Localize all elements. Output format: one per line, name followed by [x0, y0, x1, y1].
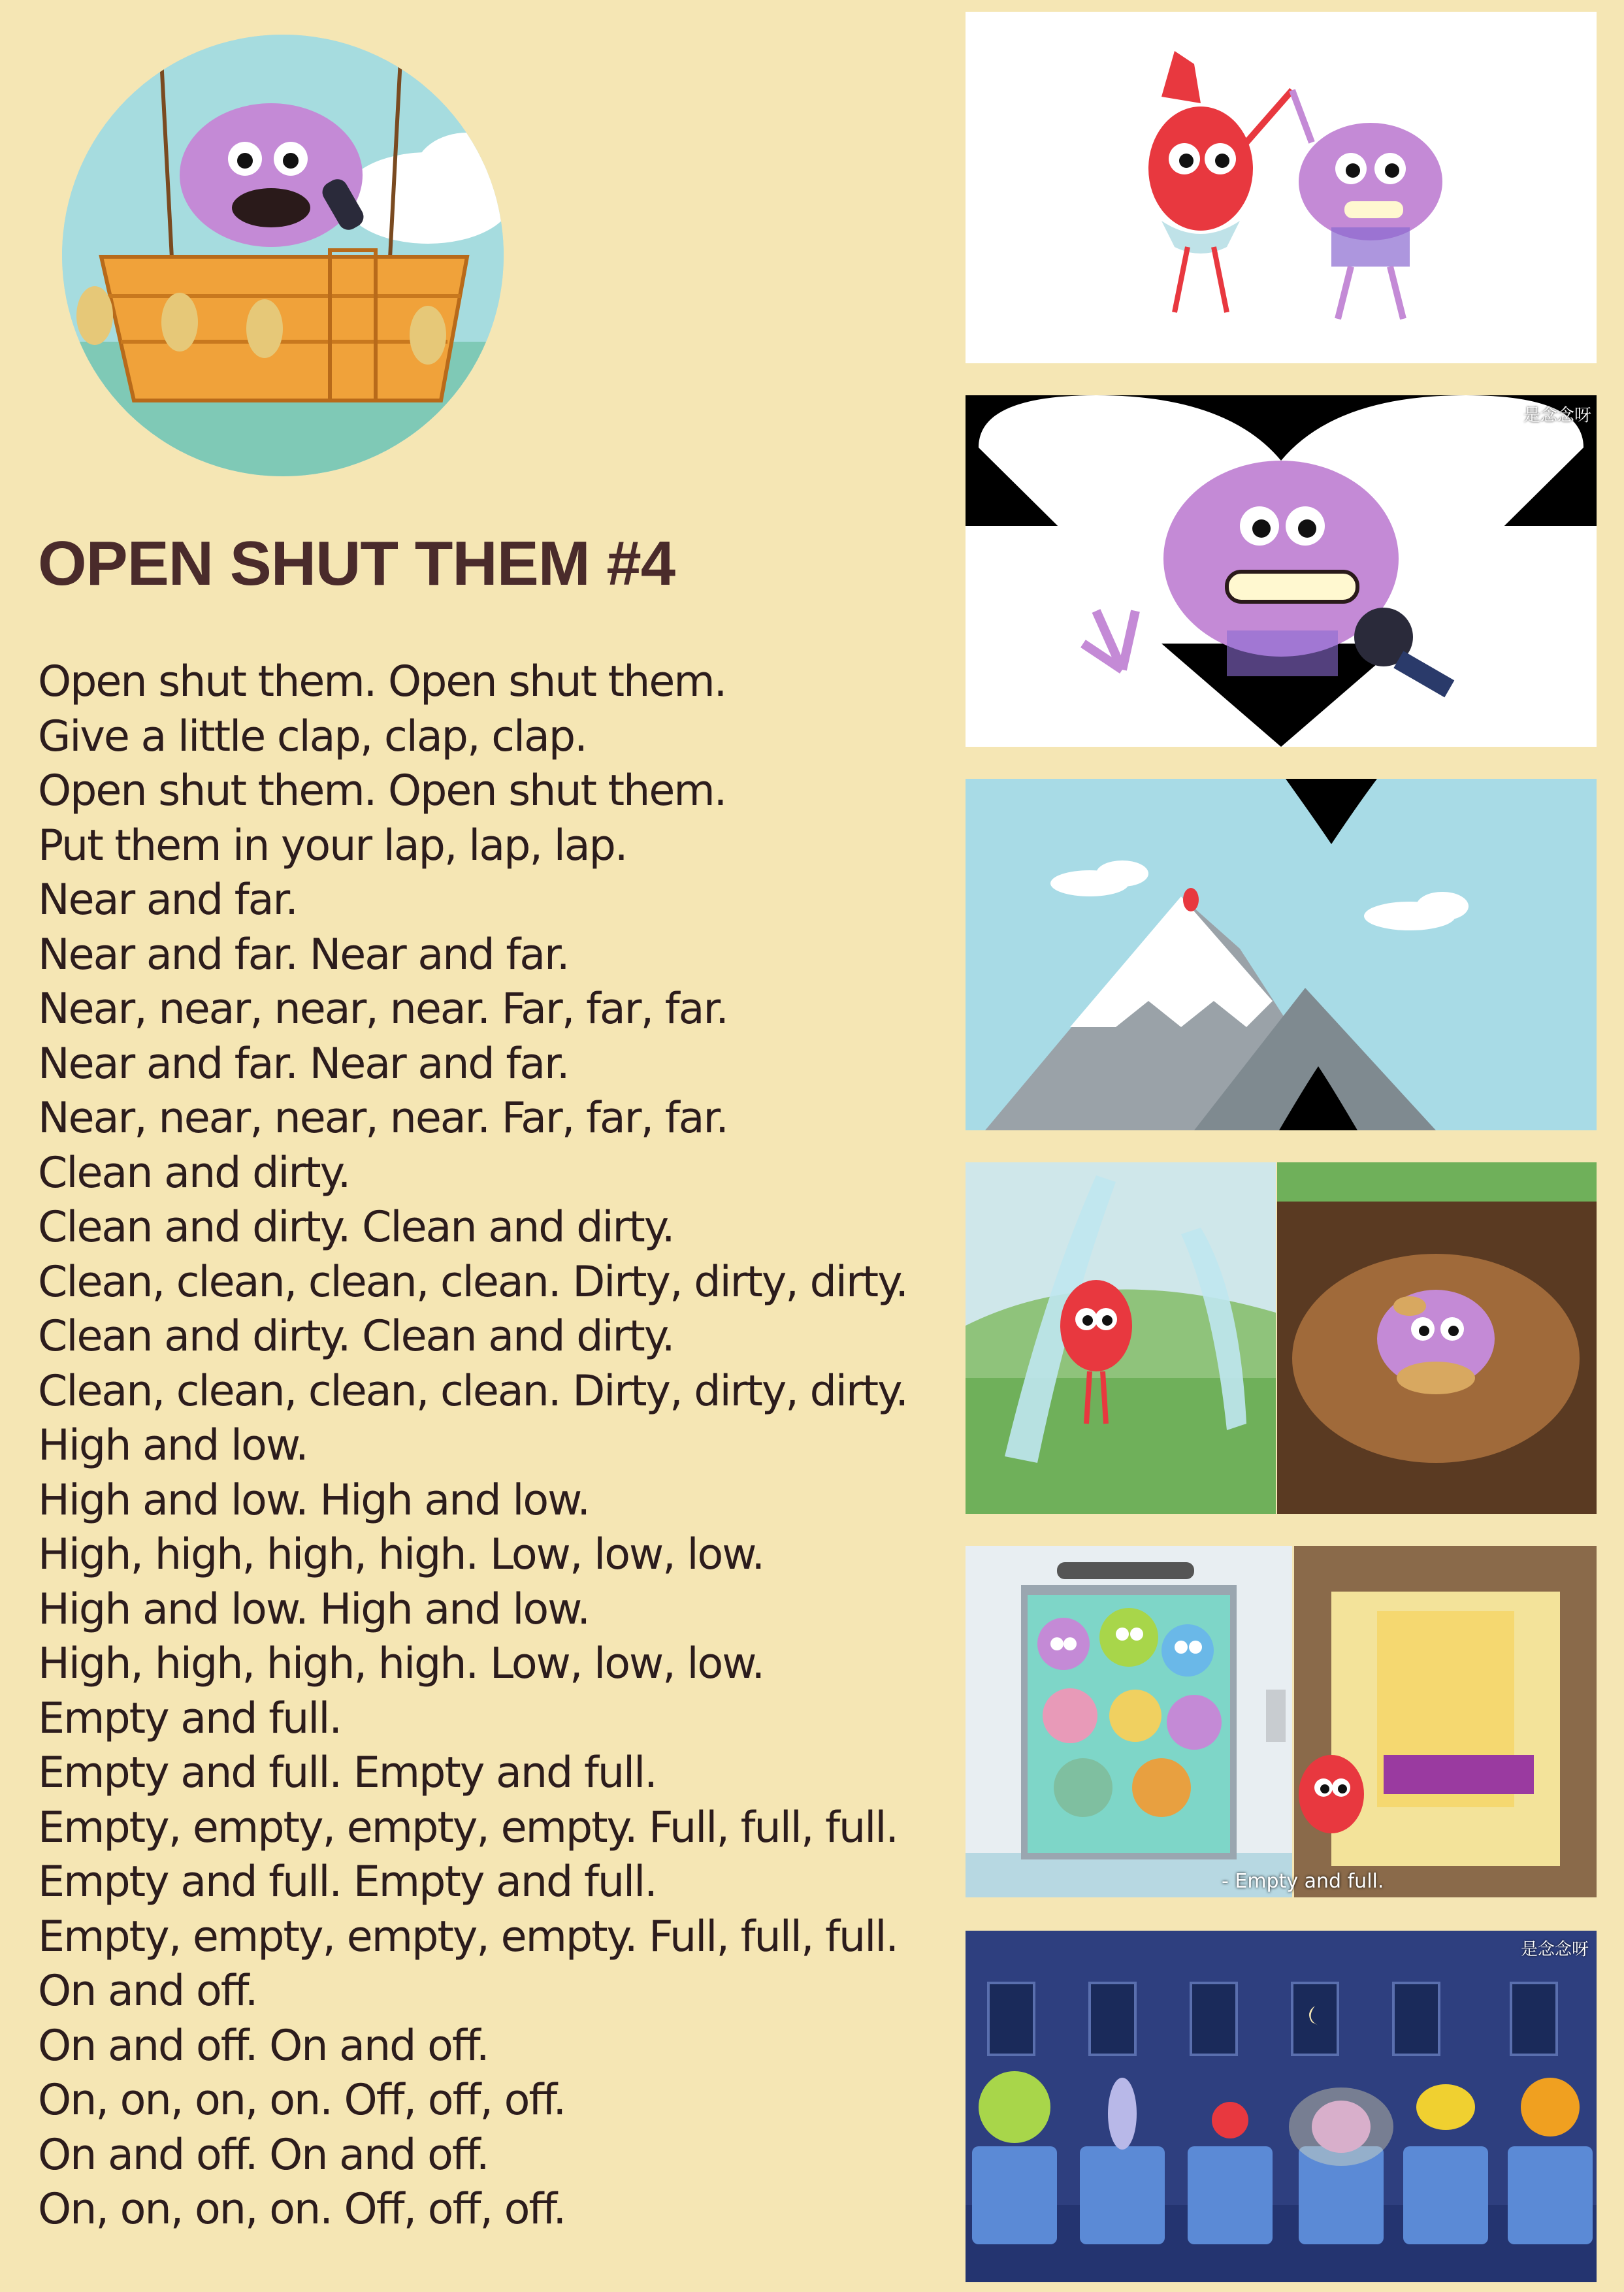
lyric-line: Near, near, near, near. Far, far, far. — [38, 1094, 728, 1143]
watermark-text: 是念念呀 — [1523, 406, 1591, 425]
balloon-character-illustration — [62, 35, 504, 476]
elevator-caption: - Empty and full. — [1222, 1870, 1384, 1893]
lyric-line: High, high, high, high. Low, low, low. — [38, 1530, 764, 1579]
lyric-line: High and low. High and low. — [38, 1475, 590, 1525]
lyric-line: Open shut them. Open shut them. — [38, 657, 726, 706]
lyric-line: On, on, on, on. Off, off, off. — [38, 2185, 566, 2234]
lyric-line: Clean and dirty. Clean and dirty. — [38, 1312, 674, 1361]
lyric-line: High, high, high, high. Low, low, low. — [38, 1639, 764, 1688]
lyric-line: Near and far. Near and far. — [38, 930, 569, 979]
lyric-line: Empty and full. — [38, 1694, 342, 1743]
lyric-line: Open shut them. Open shut them. — [38, 766, 726, 815]
lyric-line: Near and far. — [38, 876, 297, 925]
lyric-line: Near, near, near, near. Far, far, far. — [38, 985, 728, 1034]
thumbnail-empty-full — [966, 1546, 1597, 1897]
page-title: OPEN SHUT THEM #4 — [38, 529, 675, 598]
lyric-line: Near and far. Near and far. — [38, 1039, 569, 1089]
watermark-text: 是念念呀 — [1520, 1940, 1589, 1959]
empty-full-illustration — [966, 1546, 1597, 1897]
lyric-line: Put them in your lap, lap, lap. — [38, 821, 627, 870]
singing-character-illustration — [966, 395, 1597, 747]
lyrics-list — [38, 655, 907, 2237]
lyric-line: Clean, clean, clean, clean. Dirty, dirty, dirty. — [38, 1257, 908, 1307]
lyric-line: Empty and full. Empty and full. — [38, 1858, 657, 1907]
lyric-line: Empty, empty, empty, empty. Full, full, full. — [38, 1803, 898, 1852]
on-off-illustration — [966, 1931, 1597, 2282]
lyric-line: Clean, clean, clean, clean. Dirty, dirty, dirty. — [38, 1366, 908, 1416]
lyric-line: Clean and dirty. Clean and dirty. — [38, 1203, 674, 1252]
avatar-balloon-character — [62, 35, 504, 476]
lyric-line: High and low. High and low. — [38, 1584, 590, 1634]
lyric-line: On, on, on, on. Off, off, off. — [38, 2076, 566, 2125]
lyric-line: Empty and full. Empty and full. — [38, 1748, 657, 1797]
high-five-illustration — [966, 12, 1597, 363]
clean-dirty-illustration — [966, 1162, 1597, 1514]
lyric-line: On and off. On and off. — [38, 2130, 489, 2180]
thumbnail-singing-character — [966, 395, 1597, 747]
thumbnail-clean-dirty — [966, 1162, 1597, 1514]
thumbnail-mountain — [966, 779, 1597, 1130]
thumbnail-high-five — [966, 12, 1597, 363]
mountain-illustration — [966, 779, 1597, 1130]
lyric-line: Clean and dirty. — [38, 1148, 350, 1198]
thumbnail-on-off — [966, 1931, 1597, 2282]
lyric-line: Give a little clap, clap, clap. — [38, 712, 587, 761]
lyric-line: High and low. — [38, 1421, 308, 1470]
lyric-line: On and off. On and off. — [38, 2021, 489, 2071]
lyric-line: Empty, empty, empty, empty. Full, full, full. — [38, 1912, 898, 1961]
lyric-line: On and off. — [38, 1967, 257, 2016]
